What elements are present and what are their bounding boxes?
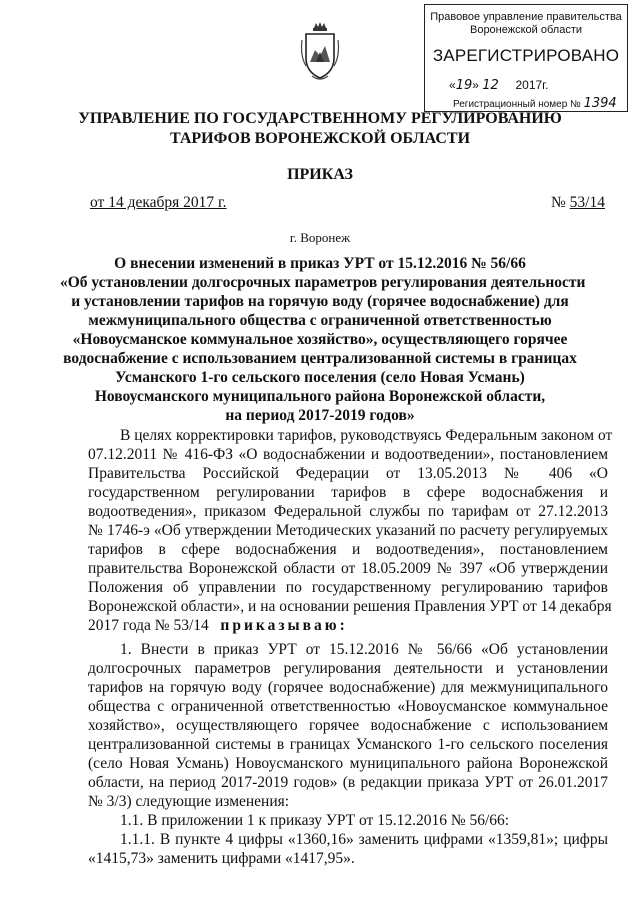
preamble-line: Правительства Российской Федерации от 13.05.2013 № 406 «О (88, 465, 608, 482)
preamble-line: 2017 года № 53/14 (88, 617, 209, 634)
stamp-organization (425, 11, 627, 37)
item-line: (село Новая Усмань) Новоусманского муниципального района Воронежской (88, 755, 608, 772)
preamble-line: тарифов в сфере водоснабжения и водоотведения», постановлением (88, 541, 608, 558)
preamble-line: № 1746-э «Об утверждении Методических указаний по расчету регулируемых (88, 522, 608, 539)
preamble-line: Положения об управлении по государственному регулированию тарифов (88, 579, 608, 596)
stamp-date-day: 19 (455, 78, 473, 93)
preamble-line: правительства Воронежской области от 18.05.2009 № 397 «Об утверждении (88, 560, 608, 577)
order-city: г. Воронеж (289, 230, 351, 245)
item-line: «1415,73» заменить цифрами «1417,95». (88, 850, 355, 867)
preamble-line: государственном регулировании тарифов в сфере водоснабжения и (88, 484, 608, 501)
item-line: области, на период 2017-2019 годов» (в редакции приказа УРТ от 26.01.2017 (88, 774, 608, 791)
title-line: водоснабжение с использованием централизованной системы в границах (63, 350, 577, 367)
title-line: Новоусманского муниципального района Воронежской области, (94, 388, 546, 405)
preamble (88, 426, 613, 635)
title-line: О внесении изменений в приказ УРТ от 15.12.2016 № 56/66 (114, 255, 526, 272)
title-line: «Новоусманское коммунальное хозяйство», осуществляющего горячее (72, 331, 568, 348)
coat-of-arms-icon (300, 22, 340, 82)
stamp-date: «19» 12 2017г. (449, 78, 549, 93)
item-line: 1. Внести в приказ УРТ от 15.12.2016 № 56/66 «Об установлении (120, 641, 608, 658)
preamble-line: 07.12.2011 № 416-ФЗ «О водоснабжении и водоотведении», постановлением (88, 446, 608, 463)
title-line: межмуниципального общества с ограниченной ответственностью (88, 312, 552, 329)
stamp-reg-value: 1394 (583, 96, 617, 111)
header-line2: ТАРИФОВ ВОРОНЕЖСКОЙ ОБЛАСТИ (169, 130, 471, 147)
stamp-date-month: 12 (482, 78, 499, 93)
stamp-reg-number (453, 97, 617, 111)
item-line: хозяйство», осуществляющего горячее водоснабжение с использованием (88, 717, 608, 734)
item-1-1: 1.1. В приложении 1 к приказу УРТ от 15.12.2016 № 56/66: (120, 812, 510, 829)
preamble-line: Воронежской области», и на основании решения Правления УРТ от 14 декабря (88, 598, 612, 615)
stamp-registered: ЗАРЕГИСТРИРОВАНО (432, 46, 620, 65)
order-title (60, 254, 586, 425)
preamble-line-last (88, 616, 608, 635)
item-line: централизованной системы в границах Усманского 1-го сельского поселения (88, 736, 608, 753)
item-1 (88, 640, 608, 868)
order-date: от 14 декабря 2017 г. (90, 194, 227, 211)
title-line: и установлении тарифов на горячую воду (горячее водоснабжение) для (71, 293, 569, 310)
doc-type: ПРИКАЗ (287, 166, 353, 183)
preamble-line: В целях корректировки тарифов, руководствуясь Федеральным законом от (120, 427, 613, 444)
stamp-date-year: 2017г. (515, 78, 549, 92)
stamp-reg-label: Регистрационный номер № (453, 99, 581, 110)
item-line: общества с ограниченной ответственностью «Новоусманское коммунальное (88, 698, 608, 715)
stamp-org-line1: Правовое управление правительства (430, 11, 622, 23)
order-word: приказываю: (220, 617, 348, 634)
item-line: тарифов на горячую воду (горячее водоснабжение) для межмуниципального (88, 679, 608, 696)
order-number (551, 193, 605, 212)
order-number-prefix: № (551, 194, 566, 211)
title-line: на период 2017-2019 годов» (225, 407, 415, 424)
header-line1: УПРАВЛЕНИЕ ПО ГОСУДАРСТВЕННОМУ РЕГУЛИРОВАНИЮ (78, 110, 562, 127)
item-line: долгосрочных параметров регулирования деятельности и установлении (88, 660, 608, 677)
registration-stamp (424, 4, 628, 112)
order-number-value: 53/14 (569, 194, 605, 211)
item-line: № 3/3) следующие изменения: (88, 793, 290, 810)
item-line: 1.1.1. В пункте 4 цифры «1360,16» заменить цифрами «1359,81»; цифры (120, 831, 608, 848)
title-line: Усманского 1-го сельского поселения (село Новая Усмань) (115, 369, 525, 386)
title-line: «Об установлении долгосрочных параметров регулирования деятельности (60, 274, 586, 291)
stamp-org-line2: Воронежской области (469, 24, 582, 36)
preamble-line: водоотведения», приказом Федеральной службы по тарифам от 27.12.2013 (88, 503, 608, 520)
